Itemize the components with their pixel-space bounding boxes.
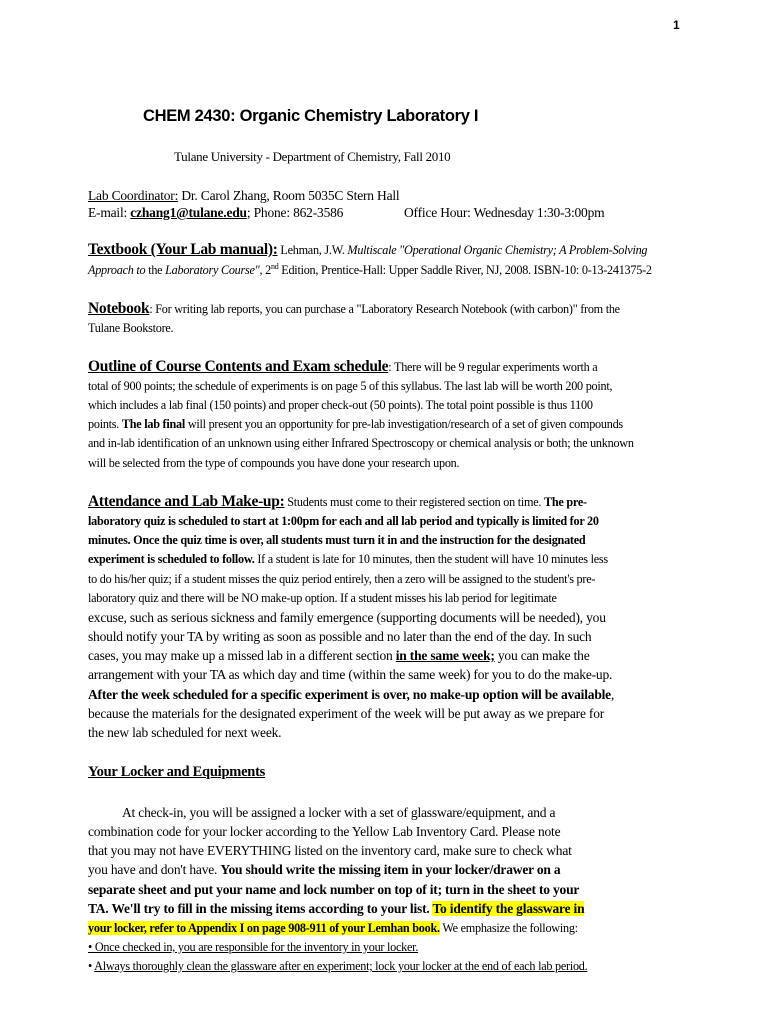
locker-highlight-6: To identify the glassware in [432,901,585,916]
outline-text-4c: will present you an opportunity for pre-lab investigation/research of a set of given compounds [185,417,623,431]
notebook-line-1 [88,300,688,318]
outline-line-1 [88,358,688,376]
locker-line-4 [88,862,688,878]
outline-line-3: which includes a lab final (150 points) and proper check-out (50 points). The total point possible is thus 1100 [88,398,593,412]
textbook-edition-num: 2 [262,263,271,278]
textbook-mid: the [145,263,166,278]
coordinator-label: Lab Coordinator: [88,188,179,203]
attendance-line-10: arrangement with your TA as which day and time (within the same week) for you to do the make-up. [88,667,613,682]
locker-line-7 [88,921,688,936]
attendance-line-4 [88,552,688,567]
attendance-line-1 [88,493,688,511]
textbook-title-b: Laboratory Course", [165,263,263,278]
textbook-line-2 [88,262,688,278]
email-link[interactable]: czhang1@tulane.edu [130,205,247,220]
textbook-publisher: Edition, Prentice-Hall: Upper Saddle River, NJ, 2008. ISBN-10: 0-13-241375-2 [278,263,652,278]
outline-heading: Outline of Course Contents and Exam schedule [88,358,389,375]
notebook-line-2: Tulane Bookstore. [88,321,174,335]
attendance-text-9c: you can make the [494,648,590,663]
locker-bullet-1: • Once checked in, you are responsible for the inventory in your locker. [88,940,419,954]
locker-line-1: At check-in, you will be assigned a locker with a set of glassware/equipment, and a [122,805,556,820]
attendance-text-4b: If a student is late for 10 minutes, then the student will have 10 minutes less [254,552,608,566]
locker-line-6 [88,901,688,917]
textbook-title-a: Approach to [88,263,146,278]
attendance-line-9 [88,648,688,664]
textbook-title: Multiscale "Operational Organic Chemistry; A Problem-Solving [347,243,648,257]
textbook-author: Lehman, J.W. [277,243,348,257]
locker-bullet-2-text: Always thoroughly clean the glassware after en experiment; lock your locker at the end of each lab period. [94,959,588,973]
document-title: CHEM 2430: Organic Chemistry Laboratory I [143,107,479,125]
locker-text-7b: We emphasize the following: [439,921,578,935]
outline-text-4a: points. [88,417,122,431]
attendance-heading: Attendance and Lab Make-up: [88,493,285,510]
outline-line-2: total of 900 points; the schedule of experiments is on page 5 of this syllabus. The last lab will be worth 200 point, [88,379,613,393]
notebook-heading: Notebook [88,300,150,317]
attendance-line-3: minutes. Once the quiz time is over, all students must turn it in and the instruction for the designated [88,533,586,547]
locker-line-3: that you may not have EVERYTHING listed on the inventory card, make sure to check what [88,843,572,858]
email-label: E-mail: [88,205,131,220]
locker-line-5: separate sheet and put your name and lock number on top of it; turn in the sheet to your [88,882,580,897]
textbook-heading: Textbook (Your Lab manual): [88,241,278,258]
attendance-no-makeup: After the week scheduled for a specific experiment is over, no make-up option will be available [88,687,611,702]
attendance-text-9a: cases, you may make up a missed lab in a different section [88,648,396,663]
attendance-text-11b: , [610,687,615,702]
attendance-line-12: because the materials for the designated experiment of the week will be put away as we prepare for [88,706,605,721]
outline-line-4 [88,417,688,432]
locker-highlight-7: your locker, refer to Appendix I on page 908-911 of your Lemhan book. [88,921,440,935]
coordinator-text: Dr. Carol Zhang, Room 5035C Stern Hall [178,188,400,203]
locker-line-2: combination code for your locker according to the Yellow Lab Inventory Card. Please note [88,824,561,839]
notebook-text-1: : For writing lab reports, you can purchase a "Laboratory Research Notebook (with carbon)" from the [149,302,620,316]
bullet-dot: • [88,959,95,973]
outline-lab-final: The lab final [121,417,186,431]
locker-text-6a: TA. We'll try to fill in the missing items according to your list. [88,901,433,916]
attendance-line-8: should notify your TA by writing as soon as possible and no later than the end of the day. In such [88,629,592,644]
outline-text-1: : There will be 9 regular experiments worth a [388,360,598,374]
attendance-line-6: laboratory quiz and there will be NO make-up option. If a student misses his lab period for legitimate [88,591,557,605]
attendance-text-4a: experiment is scheduled to follow. [88,552,255,566]
locker-heading: Your Locker and Equipments [88,764,266,780]
textbook-line-1 [88,241,688,259]
attendance-text-1a: Students must come to their registered section on time. [284,495,545,509]
coordinator-line [88,188,688,204]
outline-line-6: will be selected from the type of compounds you have done your research upon. [88,456,460,470]
office-hour: Office Hour: Wednesday 1:30-3:00pm [404,205,605,220]
outline-line-5: and in-lab identification of an unknown using either Infrared Spectroscopy or chemical analysis or both; the unknown [88,436,634,450]
document-subtitle: Tulane University - Department of Chemistry, Fall 2010 [174,149,451,164]
phone-text: ; Phone: 862-3586 [246,205,344,220]
attendance-line-2: laboratory quiz is scheduled to start at 1:00pm for each and all lab period and typically is limited for 20 [88,514,599,528]
attendance-same-week: in the same week; [395,648,495,663]
locker-bullet-2 [88,959,688,974]
attendance-line-11 [88,687,688,703]
attendance-line-7: excuse, such as serious sickness and family emergence (supporting documents will be needed), you [88,610,606,625]
locker-text-4b: You should write the missing item in your locker/drawer on a [220,862,561,877]
attendance-text-1b: The pre- [544,495,587,509]
page-number: 1 [673,18,680,32]
locker-text-4a: you have and don't have. [88,862,221,877]
textbook-edition-sup: nd [270,262,279,271]
attendance-line-13: the new lab scheduled for next week. [88,725,282,740]
attendance-line-5: to do his/her quiz; if a student misses the quiz period entirely, then a zero will be assigned to the student's pre- [88,572,596,586]
